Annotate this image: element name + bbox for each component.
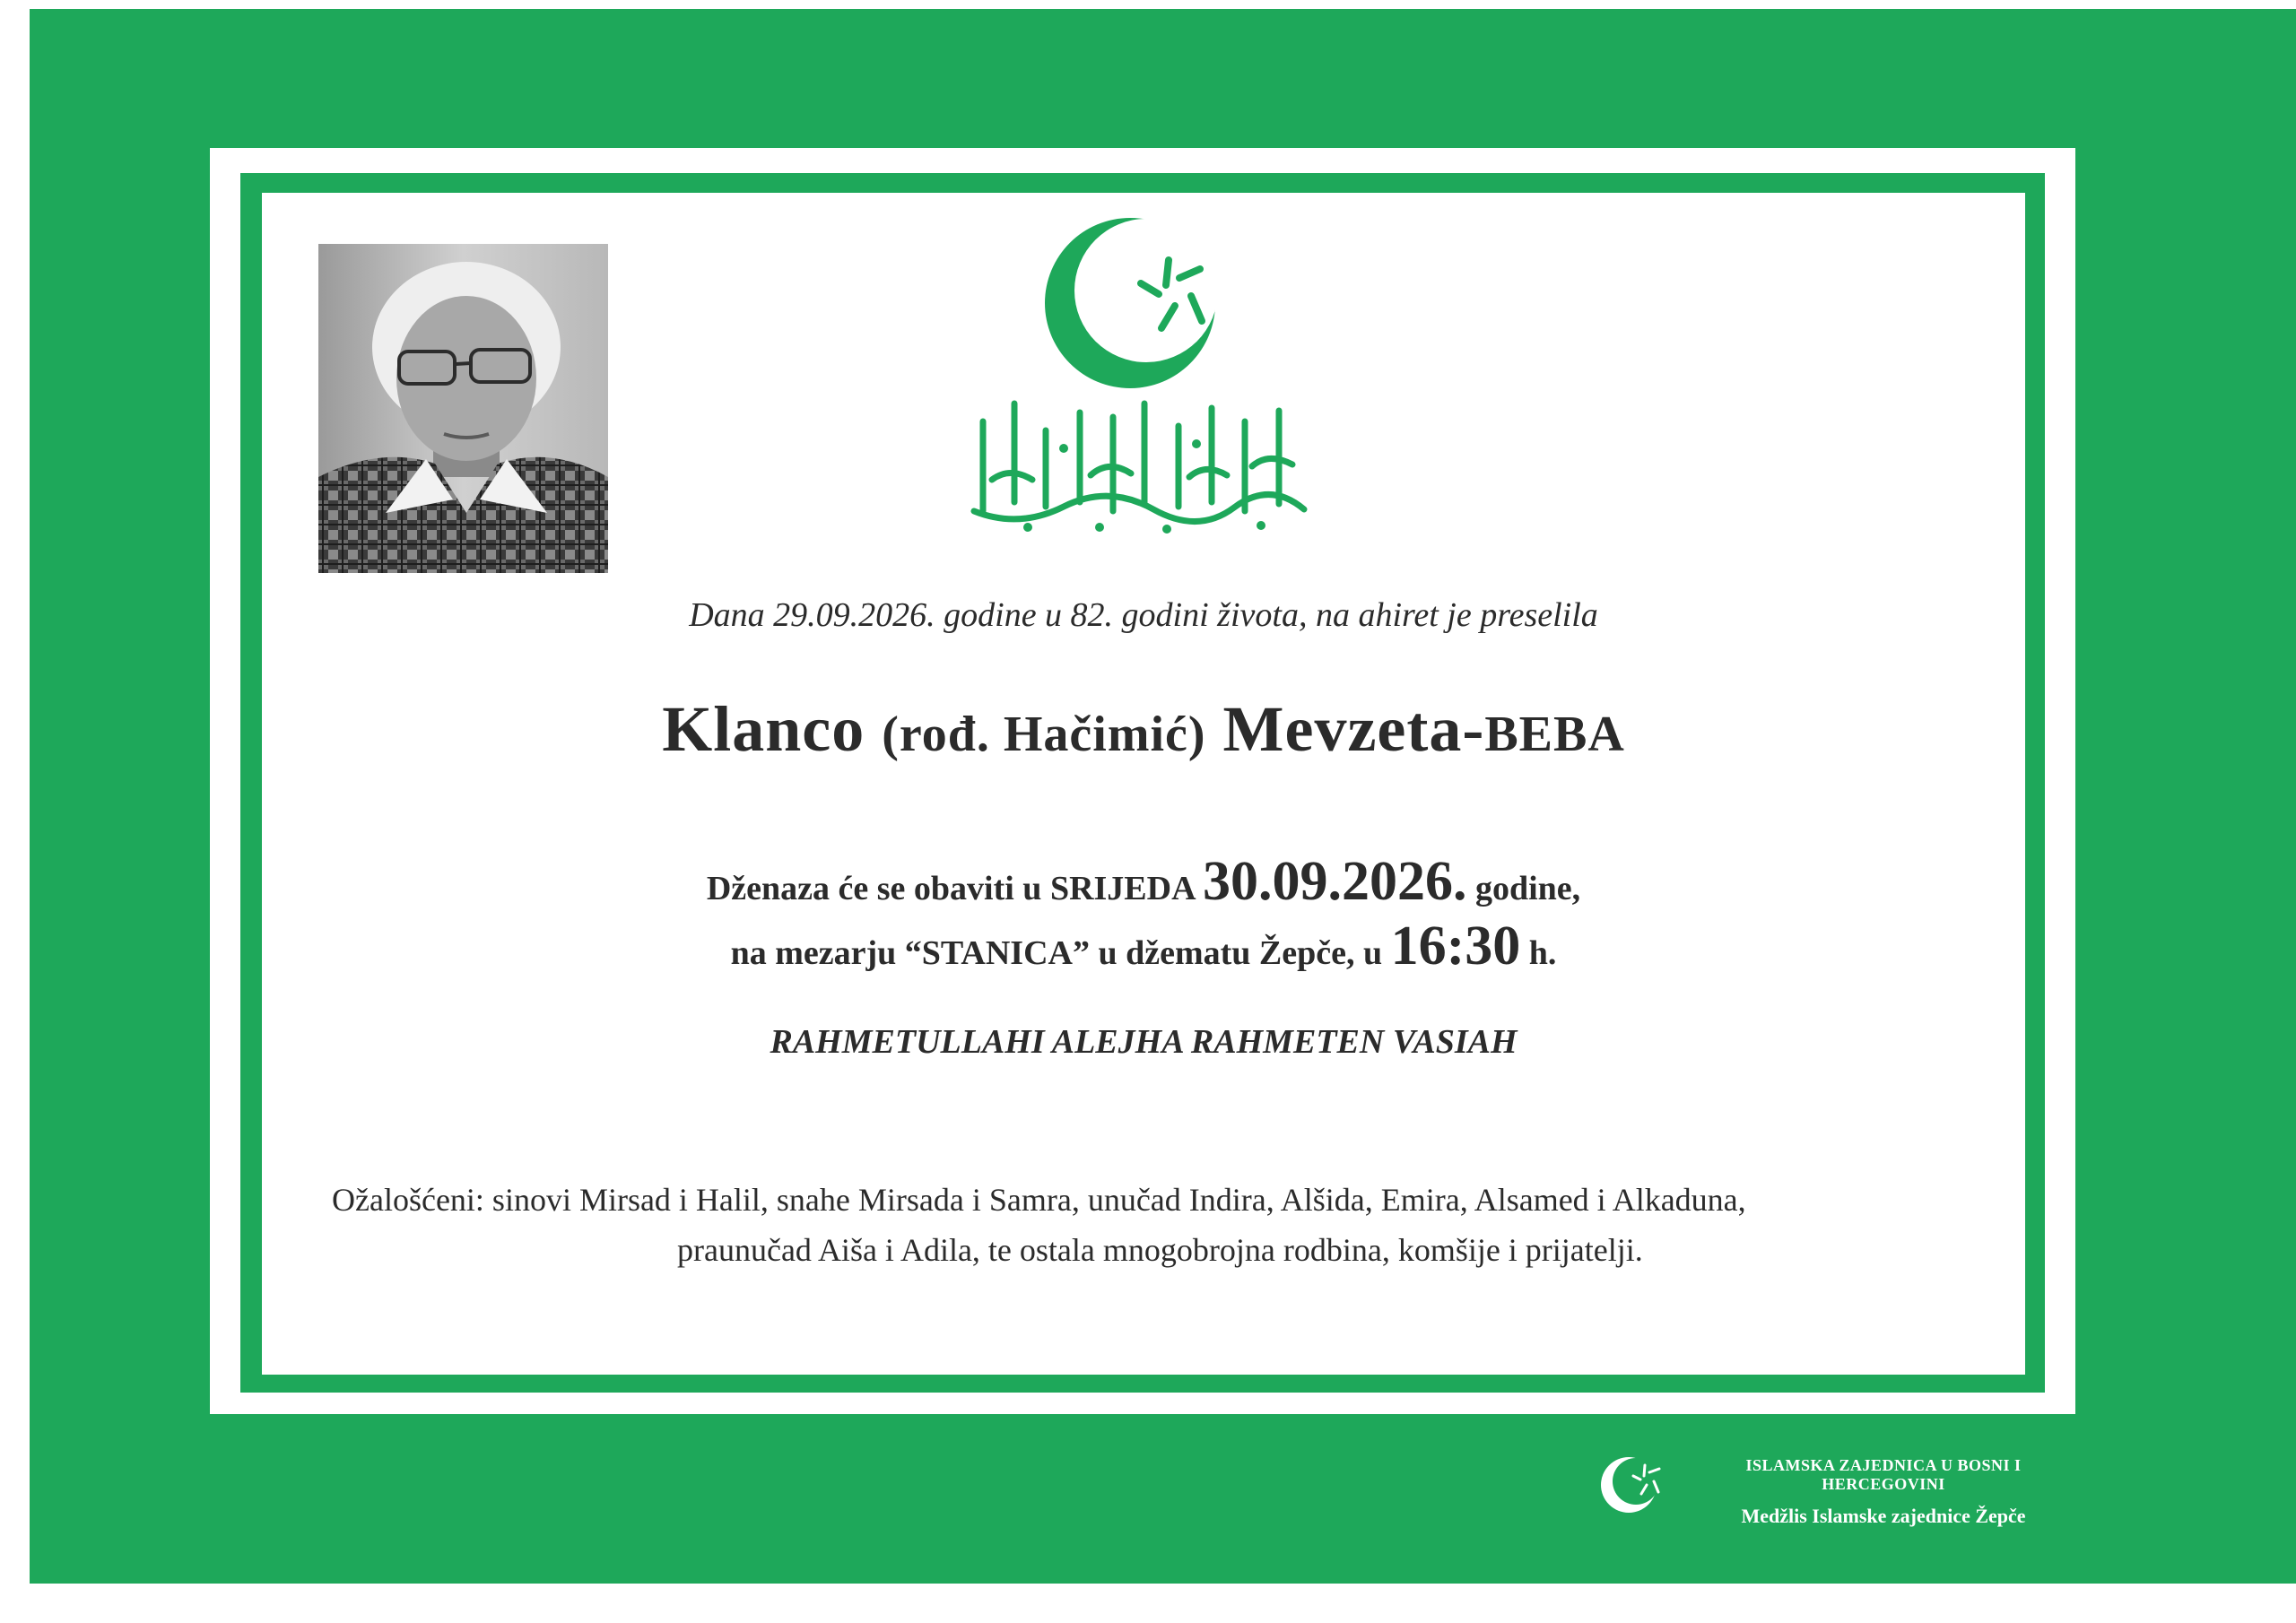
nickname: BEBA [1484,707,1625,762]
funeral-time: 16:30 [1390,916,1521,976]
death-announcement-intro: Dana 29.09.2026. godine u 82. godini života, na ahiret je preselila [689,596,1598,634]
footer-organization [1686,1456,2081,1528]
prayer-text: RAHMETULLAHI ALEJHA RAHMETEN VASIAH [770,1023,1518,1061]
surname: Klanco [662,693,865,765]
funeral-place-text: na mezarju “STANICA” u džematu Žepče, u [730,934,1391,972]
crescent-star-icon [1598,1453,1666,1515]
organization-name: ISLAMSKA ZAJEDNICA U BOSNI I HERCEGOVINI [1745,1456,2022,1493]
mourners-line1: Ožalošćeni: sinovi Mirsad i Halil, snahe Mirsada i Samra, unučad Indira, Alšida, Emira, Alsamed i Alkaduna, [332,1182,1746,1218]
funeral-day-text: Dženaza će se obaviti u SRIJEDA [706,870,1203,907]
mourners-line2: praunučad Aiša i Adila, te ostala mnogobrojna rodbina, komšije i prijatelji. [677,1232,1643,1268]
funeral-godine: godine, [1466,870,1581,907]
funeral-hours: h. [1520,934,1557,972]
mourners-list [332,1175,1973,1275]
first-name: Mevzeta- [1222,693,1485,765]
funeral-info-line2 [262,915,2025,978]
portrait-photo [318,244,608,573]
deceased-name [262,692,2025,767]
medzlis-name: Medžlis Islamske zajednice Žepče [1741,1505,2026,1527]
arabic-calligraphy [965,395,1313,538]
funeral-date: 30.09.2026. [1202,851,1467,912]
funeral-info-line1 [262,850,2025,914]
crescent-star-icon [1040,213,1238,393]
maiden-name: (rođ. Hačimić) [882,707,1206,762]
